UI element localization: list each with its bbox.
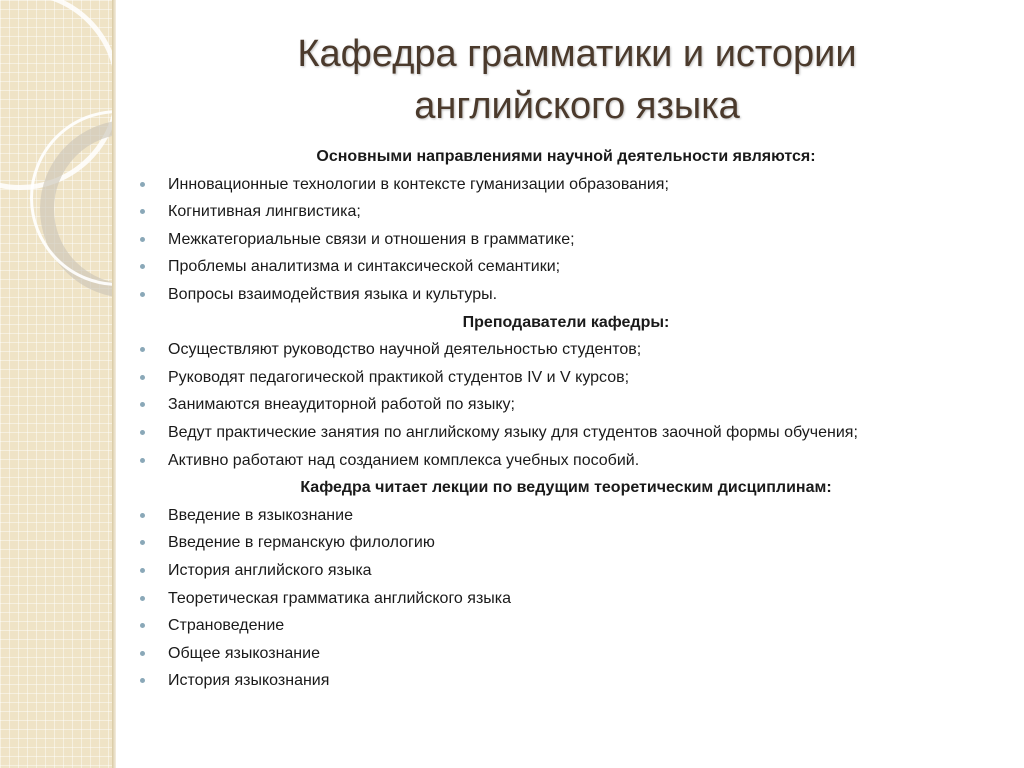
list-item-text: Инновационные технологии в контексте гуманизации образования; [168, 175, 669, 193]
list-item-text: История языкознания [168, 672, 330, 690]
list-item [136, 226, 996, 254]
list-item-text: Проблемы аналитизма и синтаксической семантики; [168, 258, 561, 276]
list-item-text: Руководят педагогической практикой студентов IV и V курсов; [168, 368, 630, 386]
list-item [136, 529, 996, 557]
bullet-icon [140, 651, 145, 656]
list-item-text: Общее языкознание [168, 644, 320, 662]
bullet-icon [140, 458, 145, 463]
bullet-icon [140, 568, 145, 573]
list-item [136, 640, 996, 668]
list-item-text: Теоретическая грамматика английского языка [168, 589, 512, 607]
list-item [136, 612, 996, 640]
bullet-icon [140, 513, 145, 518]
section-heading-teachers: Преподаватели кафедры: [462, 313, 670, 331]
list-item-text: Введение в германскую филологию [168, 534, 435, 552]
bullet-icon [140, 264, 145, 269]
list-item [136, 391, 996, 419]
bullet-icon [140, 596, 145, 601]
list-item-text: Межкатегориальные связи и отношения в грамматике; [168, 230, 575, 248]
list-item-text: Ведут практические занятия по английскому языку для студентов заочной формы обучения; [168, 423, 858, 441]
list-item-text: Вопросы взаимодействия языка и культуры. [168, 285, 498, 303]
list-item [136, 336, 996, 364]
bullet-icon [140, 347, 145, 352]
list-item [136, 585, 996, 613]
list-item-text: Осуществляют руководство научной деятельностью студентов; [168, 341, 642, 359]
bullet-icon [140, 623, 145, 628]
slide-content [136, 143, 996, 695]
list-item-text: Активно работают над созданием комплекса учебных пособий. [168, 451, 640, 469]
list-item [136, 557, 996, 585]
bullet-icon [140, 678, 145, 683]
list-item-text: Когнитивная лингвистика; [168, 203, 361, 221]
sidebar-edge [112, 0, 116, 768]
bullet-icon [140, 237, 145, 242]
decorative-sidebar [0, 0, 112, 768]
list-item-text: Введение в языкознание [168, 506, 353, 524]
bullet-icon [140, 209, 145, 214]
bullet-icon [140, 292, 145, 297]
list-item [136, 198, 996, 226]
bullet-icon [140, 430, 145, 435]
list-item [136, 502, 996, 530]
list-item [136, 419, 996, 447]
list-item [136, 364, 996, 392]
list-item [136, 447, 996, 475]
section-heading-research: Основными направлениями научной деятельности являются: [316, 148, 816, 165]
bullet-icon [140, 540, 145, 545]
bullet-icon [140, 402, 145, 407]
title-line-1: Кафедра грамматики и истории [297, 33, 857, 75]
list-item [136, 281, 996, 309]
list-item [136, 667, 996, 695]
list-item-text: Страноведение [168, 617, 285, 635]
bullet-icon [140, 182, 145, 187]
list-item [136, 171, 996, 199]
section-heading-lectures: Кафедра читает лекции по ведущим теоретическим дисциплинам: [300, 479, 832, 497]
title-line-2: английского языка [414, 85, 740, 127]
bullet-icon [140, 375, 145, 380]
list-item-text: История английского языка [168, 561, 372, 579]
list-item-text: Занимаются внеаудиторной работой по языку; [168, 396, 515, 414]
slide-title [130, 28, 1024, 132]
list-item [136, 253, 996, 281]
